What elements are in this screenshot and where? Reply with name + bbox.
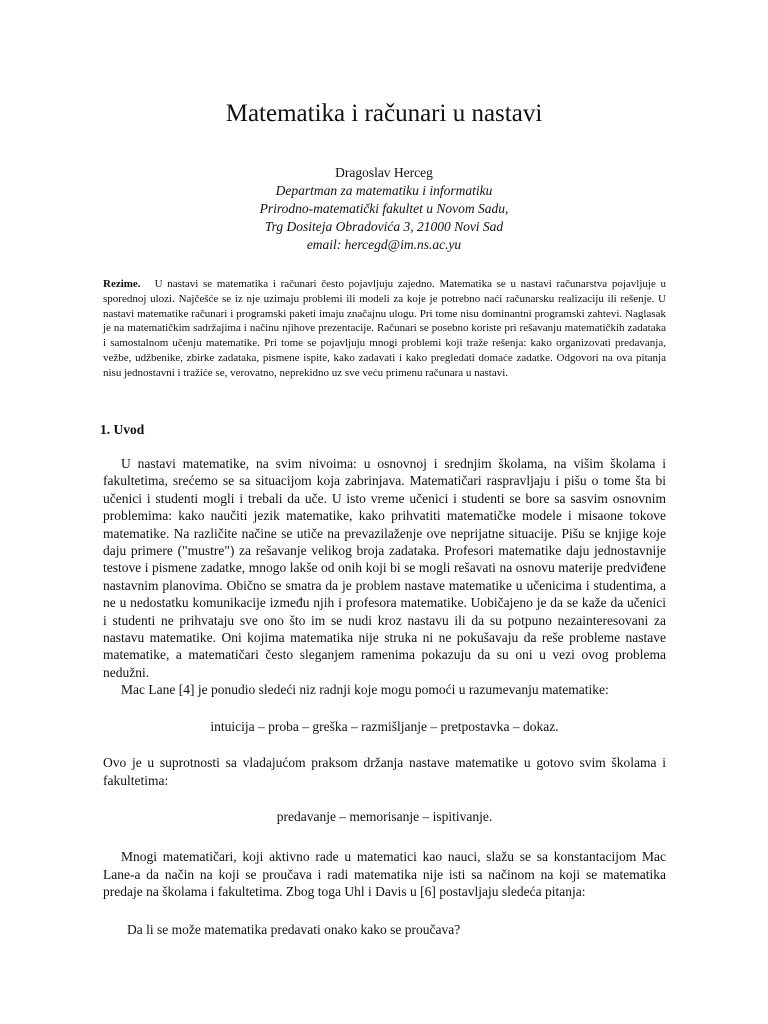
sequence-lecture: predavanje – memorisanje – ispitivanje.	[276, 808, 493, 824]
intro-paragraph: U nastavi matematike, na svim nivoima: u osnovnoj i srednjim školama, na višim školama i fakultetima, srećemo se sa situacijom koja zabrinjava. Matematičari raspravljaju i pišu o tome šta bi učenici i studenti mogli i trebali da uče. U isto vreme učenici i studenti se bore sa sasvim osnovnim problemima: kako naučiti jezik matematike, kako prihvatiti matematičke modele i misaone tokove matematike. Na različite načine se utiče na prevazilaženje ove neprijatne situacije. Pišu se knjige koje daju primere ("mustre") za rešavanje velikog broja zadataka. Profesori matematike daju jednostavnije testove i pismene zadatke, mnogo lakše od onih koji bi se mogli rešavati na osnovu materije predviđene nastavnim planovima. Obično se smatra da je problem nastave matematike u učenicima i studentima, a ne u nedostatku komunikacije između njih i profesora matematike. Uobičajeno je da se kaže da učenici i studenti ne prihvataju sve ono što im se nudi kroz nastavu ili da su potpuno nezainteresovani za nastavu matematike. Oni kojima matematika nije struka ni ne pokušavaju da reše probleme nastave matematike, a matematičari često sleganjem ramenima pokazuju da su oni u vezi ovog problema nedužni.	[103, 456, 666, 680]
affiliation-faculty: Prirodno-matematički fakultet u Novom Sadu,	[259, 201, 509, 216]
abstract	[103, 277, 666, 381]
sequence-intuition: intuicija – proba – greška – razmišljanje – pretpostavka – dokaz.	[210, 718, 559, 734]
contrast-paragraph: Ovo je u suprotnosti sa vladajućom praksom držanja nastave matematike u gotovo svim školama i fakultetima:	[103, 755, 666, 788]
author-block	[0, 164, 768, 254]
affiliation-address: Trg Dositeja Obradovića 3, 21000 Novi Sad	[264, 219, 504, 234]
abstract-label: Rezime.	[103, 278, 141, 290]
paper-title: Matematika i računari u nastavi	[225, 100, 543, 127]
author-name: Dragoslav Herceg	[335, 165, 433, 180]
mathematicians-paragraph: Mnogi matematičari, koji aktivno rade u matematici kao nauci, slažu se sa konstantacijom Mac Lane-a da način na koji se proučava i radi matematika nije isti sa načinom na koji se matematika predaje na školama i fakultetima. Zbog toga Uhl i Davis u [6] postavljaju sledeća pitanja:	[103, 849, 666, 900]
abstract-text: U nastavi se matematika i računari često pojavljuju zajedno. Matematika se u nastavi računarstva pojavljuje u sporednoj ulozi. Najčešće se iz nje uzimaju problemi ili modeli za koje je potrebno naći računarsku realizaciju ili rešenje. U nastavi matematike računari i programski paketi imaju značajnu ulogu. Pri tome nisu dominantni programski zahtevi. Naglasak je na matematičkim sadržajima i načinu njihove prezentacije. Računari se posebno koriste pri rešavanju matematičkih zadataka i samostalnom učenju matematike. Pri tome se pojavljuju mnogi problemi koji traže rešenja: kako organizovati predavanja, vežbe, udžbenike, zbirke zadataka, pismene ispite, kako zadavati i kako pregledati domaće zadatke. Odgovori na ova pitanja nisu jednostavni i tražiće se, verovatno, neprekidno uz sve veću primenu računara u nastavi.	[103, 278, 667, 379]
question-item: Da li se može matematika predavati onako kako se proučava?	[127, 921, 461, 937]
author-email: email: hercegd@im.ns.ac.yu	[306, 237, 462, 252]
section-body	[103, 455, 666, 938]
section-heading-uvod: 1. Uvod	[100, 422, 145, 437]
affiliation-department: Departman za matematiku i informatiku	[275, 183, 493, 198]
mac-lane-paragraph: Mac Lane [4] je ponudio sledeći niz radnji koje mogu pomoći u razumevanju matematike:	[121, 682, 609, 698]
